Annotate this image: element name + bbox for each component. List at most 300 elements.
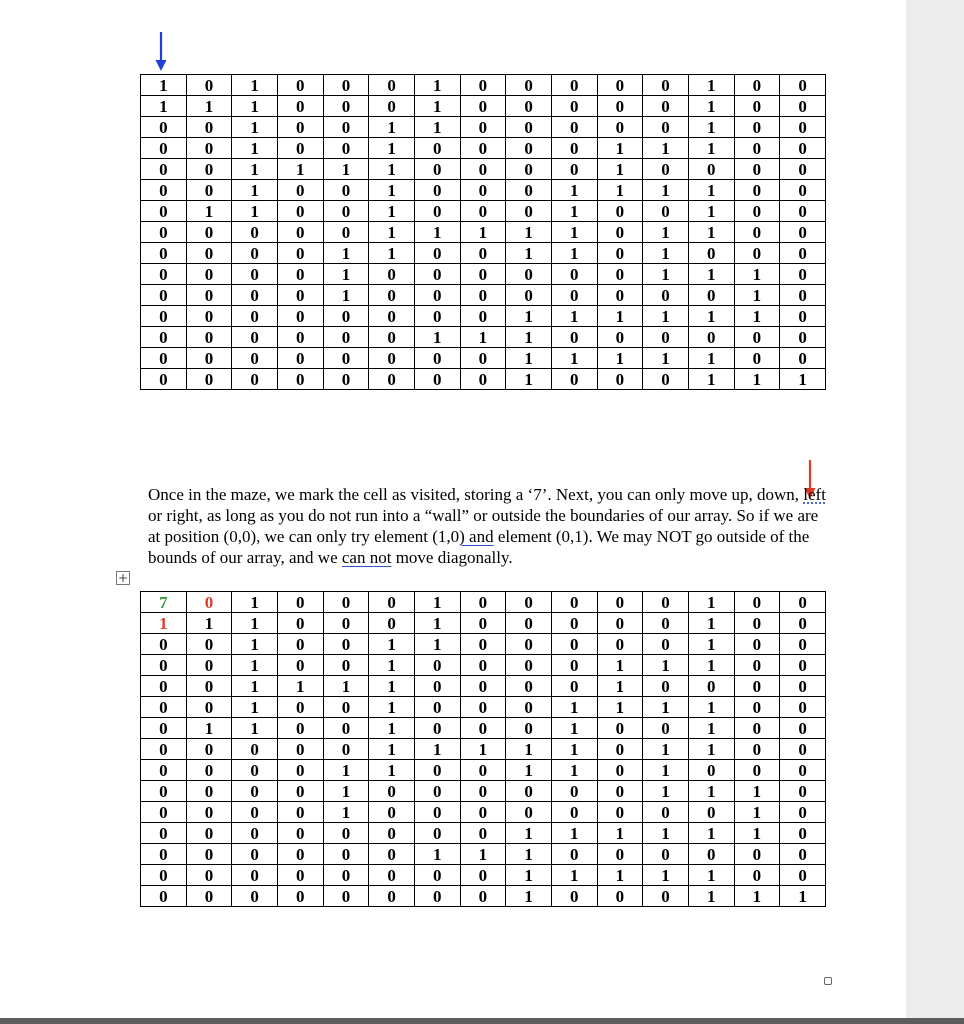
grid-cell: 1 [369, 201, 415, 222]
grid-cell: 1 [369, 117, 415, 138]
grid-cell: 1 [460, 327, 506, 348]
grid-cell: 1 [597, 655, 643, 676]
grid-cell: 0 [551, 802, 597, 823]
grid-cell: 0 [141, 634, 187, 655]
grid-cell: 0 [323, 739, 369, 760]
grid-cell: 0 [460, 886, 506, 907]
grid-row [141, 865, 826, 886]
grid-cell: 0 [506, 138, 552, 159]
grid-cell: 0 [506, 613, 552, 634]
grid-cell: 1 [734, 781, 780, 802]
grid-cell: 0 [277, 327, 323, 348]
grid-cell: 0 [643, 117, 689, 138]
grid-row [141, 655, 826, 676]
grid-cell: 0 [597, 201, 643, 222]
grid-cell: 0 [369, 802, 415, 823]
grid-cell: 0 [414, 781, 460, 802]
grid-cell: 0 [780, 823, 826, 844]
grid-cell: 1 [688, 138, 734, 159]
grid-cell: 0 [460, 96, 506, 117]
grid-cell: 1 [506, 739, 552, 760]
grid-cell: 0 [141, 886, 187, 907]
grid-cell: 0 [506, 592, 552, 613]
grid-cell: 0 [734, 159, 780, 180]
grid-cell: 0 [643, 369, 689, 390]
grid-cell: 1 [551, 201, 597, 222]
grid-cell: 0 [277, 634, 323, 655]
grid-cell: 0 [141, 844, 187, 865]
grid-cell: 1 [597, 180, 643, 201]
grid-cell: 1 [369, 138, 415, 159]
grid-cell: 0 [414, 243, 460, 264]
grid-cell: 0 [506, 697, 552, 718]
grid-cell: 0 [141, 655, 187, 676]
grid-cell: 0 [277, 348, 323, 369]
grid-cell: 0 [414, 802, 460, 823]
grid-cell: 1 [369, 159, 415, 180]
grid-cell: 0 [277, 243, 323, 264]
grid-cell: 1 [232, 592, 278, 613]
grid-cell: 0 [643, 159, 689, 180]
grid-cell: 0 [323, 75, 369, 96]
grid-cell: 1 [688, 96, 734, 117]
grid-cell: 1 [643, 865, 689, 886]
grid-cell: 1 [414, 327, 460, 348]
grid-cell: 0 [506, 676, 552, 697]
grid-cell: 0 [186, 676, 232, 697]
grid-cell: 0 [460, 306, 506, 327]
grid-cell: 0 [141, 159, 187, 180]
grid-cell: 0 [643, 844, 689, 865]
grid-cell: 1 [369, 718, 415, 739]
grid-cell: 0 [506, 718, 552, 739]
grid-cell: 0 [277, 369, 323, 390]
grid-cell: 0 [141, 802, 187, 823]
grid-cell: 0 [551, 159, 597, 180]
grid-cell: 0 [141, 781, 187, 802]
grid-cell: 1 [506, 886, 552, 907]
grid-cell: 1 [597, 348, 643, 369]
grid-cell: 0 [506, 117, 552, 138]
grid-cell: 1 [688, 201, 734, 222]
grid-cell: 0 [277, 138, 323, 159]
grid-cell: 1 [688, 886, 734, 907]
grid-cell: 1 [688, 823, 734, 844]
grid-cell: 0 [780, 201, 826, 222]
grid-row [141, 718, 826, 739]
grid-row [141, 117, 826, 138]
grid-cell: 0 [141, 180, 187, 201]
grid-cell: 0 [643, 886, 689, 907]
grid-cell: 0 [597, 592, 643, 613]
grid-cell: 1 [186, 718, 232, 739]
grid-cell: 0 [551, 264, 597, 285]
grid-cell: 0 [780, 592, 826, 613]
grid-cell: 0 [780, 117, 826, 138]
grid-cell: 0 [323, 180, 369, 201]
grid-cell: 0 [369, 823, 415, 844]
grid-cell: 0 [506, 180, 552, 201]
grid-row [141, 697, 826, 718]
grid-cell: 0 [460, 802, 506, 823]
grid-row [141, 369, 826, 390]
grid-cell: 0 [369, 327, 415, 348]
grid-cell: 0 [232, 739, 278, 760]
grid-cell: 0 [688, 802, 734, 823]
grid-cell: 0 [597, 327, 643, 348]
grid-cell: 0 [186, 222, 232, 243]
grid-cell: 0 [643, 802, 689, 823]
grid-cell: 1 [780, 886, 826, 907]
grid-cell: 1 [643, 760, 689, 781]
grid-cell: 0 [460, 676, 506, 697]
grid-cell: 0 [414, 348, 460, 369]
grid-cell: 0 [551, 634, 597, 655]
grid-cell: 1 [506, 306, 552, 327]
grid-cell: 0 [780, 697, 826, 718]
grid-cell: 0 [506, 655, 552, 676]
grid-cell: 0 [186, 348, 232, 369]
grid-cell: 0 [597, 634, 643, 655]
grid-cell: 1 [597, 676, 643, 697]
grid-cell: 1 [369, 243, 415, 264]
grid-cell: 0 [734, 718, 780, 739]
grid-cell: 1 [688, 306, 734, 327]
grid-row [141, 802, 826, 823]
grid-cell: 1 [232, 96, 278, 117]
paragraph-word-left: left [803, 485, 826, 504]
grid-cell: 0 [597, 75, 643, 96]
grid-cell: 0 [551, 613, 597, 634]
start-arrow-icon [154, 32, 168, 72]
grid-cell: 1 [277, 676, 323, 697]
grid-cell: 0 [323, 886, 369, 907]
grid-cell: 0 [780, 760, 826, 781]
window-side-pane [906, 0, 964, 1024]
grid-cell: 1 [460, 844, 506, 865]
grid-cell: 0 [780, 306, 826, 327]
grid-cell: 0 [141, 739, 187, 760]
grid-cell: 1 [643, 739, 689, 760]
grid-cell: 1 [323, 159, 369, 180]
grid-cell: 0 [551, 138, 597, 159]
grid-cell: 1 [734, 802, 780, 823]
paragraph-word-cannot: can not [341, 548, 392, 567]
grid-cell: 0 [323, 697, 369, 718]
grid-cell: 0 [460, 592, 506, 613]
grid-cell: 0 [780, 718, 826, 739]
grid-cell: 1 [688, 718, 734, 739]
grid-cell: 1 [323, 781, 369, 802]
grid-cell: 0 [186, 159, 232, 180]
grid-cell: 0 [186, 243, 232, 264]
grid-cell: 1 [551, 865, 597, 886]
grid-cell: 1 [688, 222, 734, 243]
grid-cell: 1 [597, 697, 643, 718]
grid-cell: 1 [734, 823, 780, 844]
grid-cell: 0 [780, 75, 826, 96]
grid-cell: 1 [186, 613, 232, 634]
grid-cell: 0 [688, 844, 734, 865]
grid-cell: 0 [323, 369, 369, 390]
grid-cell: 0 [506, 159, 552, 180]
grid-row [141, 739, 826, 760]
grid-cell: 0 [141, 823, 187, 844]
grid-cell: 1 [232, 159, 278, 180]
grid-cell: 0 [460, 264, 506, 285]
grid-cell: 0 [734, 180, 780, 201]
grid-cell: 1 [643, 781, 689, 802]
grid-cell: 0 [460, 285, 506, 306]
grid-row [141, 634, 826, 655]
grid-cell: 0 [369, 613, 415, 634]
grid-cell: 0 [734, 760, 780, 781]
grid-cell: 0 [643, 613, 689, 634]
grid-cell: 0 [551, 327, 597, 348]
grid-cell: 0 [643, 201, 689, 222]
grid-cell: 0 [506, 634, 552, 655]
grid-cell: 0 [551, 96, 597, 117]
grid-cell: 1 [369, 739, 415, 760]
grid-row [141, 327, 826, 348]
grid-cell: 0 [186, 739, 232, 760]
grid-cell: 0 [186, 306, 232, 327]
grid-cell: 0 [643, 634, 689, 655]
resize-handle-icon[interactable] [824, 977, 832, 985]
grid-cell: 0 [734, 96, 780, 117]
grid-cell: 0 [141, 201, 187, 222]
grid-cell: 0 [277, 306, 323, 327]
grid-cell: 0 [323, 718, 369, 739]
grid-cell: 0 [460, 75, 506, 96]
grid-cell: 1 [141, 75, 187, 96]
grid-cell: 1 [688, 634, 734, 655]
grid-cell: 1 [369, 222, 415, 243]
grid-cell: 1 [506, 348, 552, 369]
grid-cell: 0 [232, 760, 278, 781]
grid-cell: 1 [232, 180, 278, 201]
grid-cell: 0 [780, 222, 826, 243]
grid-cell: 1 [414, 592, 460, 613]
grid-cell: 0 [323, 348, 369, 369]
grid-cell: 1 [506, 844, 552, 865]
grid-cell: 0 [369, 369, 415, 390]
move-handle-icon[interactable]: + [117, 571, 129, 585]
grid-cell: 1 [597, 865, 643, 886]
grid-row [141, 676, 826, 697]
grid-cell: 0 [688, 243, 734, 264]
grid-cell: 0 [369, 264, 415, 285]
paragraph-text-2: or right, as long as you do not run into a “wall” or outside the boundaries of our array. So if we are at position (0,0), we can only try element (1,0 [148, 506, 819, 546]
grid-cell: 1 [460, 739, 506, 760]
grid-cell: 0 [551, 285, 597, 306]
grid-cell: 0 [551, 844, 597, 865]
grid-cell: 0 [369, 306, 415, 327]
grid-cell: 0 [643, 718, 689, 739]
grid-cell: 0 [734, 117, 780, 138]
grid-row [141, 75, 826, 96]
grid-cell: 0 [277, 739, 323, 760]
grid-cell: 0 [186, 138, 232, 159]
grid-cell: 0 [734, 222, 780, 243]
grid-cell: 1 [506, 243, 552, 264]
grid-cell: 0 [277, 781, 323, 802]
maze-grid-visited [140, 591, 826, 907]
grid-cell: 0 [551, 117, 597, 138]
grid-cell: 1 [734, 264, 780, 285]
grid-cell: 0 [460, 760, 506, 781]
grid-cell: 0 [780, 802, 826, 823]
grid-cell: 0 [232, 306, 278, 327]
grid-cell: 0 [232, 886, 278, 907]
grid-cell: 1 [643, 306, 689, 327]
grid-cell: 0 [780, 348, 826, 369]
grid-cell: 0 [369, 844, 415, 865]
grid-cell: 0 [551, 886, 597, 907]
grid-cell: 0 [277, 865, 323, 886]
grid-cell: 0 [232, 243, 278, 264]
grid-cell: 1 [643, 264, 689, 285]
grid-cell: 1 [323, 760, 369, 781]
paragraph-text-3: element (0,1). We may NOT go outside of the bounds of our array, and we [148, 527, 810, 567]
grid-cell: 0 [186, 180, 232, 201]
grid-cell: 0 [780, 180, 826, 201]
grid-cell: 0 [780, 613, 826, 634]
grid-cell: 0 [506, 96, 552, 117]
grid-cell: 0 [780, 739, 826, 760]
grid-cell: 1 [643, 222, 689, 243]
grid-cell: 1 [688, 697, 734, 718]
grid-cell: 0 [460, 243, 506, 264]
grid-cell: 0 [141, 138, 187, 159]
grid-cell: 0 [734, 634, 780, 655]
grid-cell: 0 [460, 865, 506, 886]
grid-cell: 0 [414, 697, 460, 718]
grid-cell: 1 [551, 180, 597, 201]
grid-row [141, 222, 826, 243]
grid-cell: 0 [232, 285, 278, 306]
grid-cell: 0 [414, 369, 460, 390]
grid-cell: 0 [414, 159, 460, 180]
grid-cell: 1 [734, 285, 780, 306]
grid-cell: 1 [688, 180, 734, 201]
grid-cell: 1 [597, 823, 643, 844]
grid-cell: 1 [688, 75, 734, 96]
grid-cell: 0 [506, 802, 552, 823]
grid-cell: 1 [369, 634, 415, 655]
grid-cell: 0 [551, 781, 597, 802]
grid-cell: 1 [323, 802, 369, 823]
grid-cell: 0 [506, 285, 552, 306]
grid-cell: 1 [232, 718, 278, 739]
grid-cell: 0 [186, 117, 232, 138]
grid-cell: 1 [551, 718, 597, 739]
grid-cell: 0 [460, 138, 506, 159]
grid-cell: 0 [186, 264, 232, 285]
grid-cell: 0 [414, 886, 460, 907]
grid-cell: 0 [323, 306, 369, 327]
grid-cell: 1 [688, 264, 734, 285]
grid-cell: 0 [369, 285, 415, 306]
grid-cell: 0 [141, 117, 187, 138]
grid-cell: 0 [323, 96, 369, 117]
grid-cell: 1 [186, 201, 232, 222]
grid-cell: 1 [551, 222, 597, 243]
grid-cell: 0 [232, 327, 278, 348]
grid-cell: 1 [232, 655, 278, 676]
grid-cell: 0 [460, 781, 506, 802]
grid-cell: 0 [460, 718, 506, 739]
grid-cell: 0 [186, 697, 232, 718]
grid-cell: 0 [780, 655, 826, 676]
grid-cell: 0 [277, 96, 323, 117]
grid-row [141, 760, 826, 781]
grid-cell: 0 [460, 655, 506, 676]
grid-cell: 0 [551, 592, 597, 613]
grid-cell: 0 [141, 697, 187, 718]
grid-cell: 1 [551, 760, 597, 781]
grid-cell: 0 [277, 285, 323, 306]
grid-cell: 0 [186, 285, 232, 306]
grid-cell: 1 [232, 117, 278, 138]
grid-cell: 0 [414, 138, 460, 159]
grid-cell: 0 [460, 117, 506, 138]
grid-cell: 0 [597, 243, 643, 264]
grid-cell: 1 [232, 634, 278, 655]
grid-cell: 0 [277, 760, 323, 781]
grid-cell: 0 [186, 781, 232, 802]
grid-cell: 0 [186, 865, 232, 886]
grid-cell: 1 [232, 676, 278, 697]
grid-cell: 1 [506, 823, 552, 844]
grid-cell: 0 [277, 201, 323, 222]
grid-cell: 0 [506, 264, 552, 285]
grid-cell: 1 [734, 369, 780, 390]
grid-cell: 0 [643, 676, 689, 697]
grid-cell: 0 [688, 285, 734, 306]
grid-cell: 0 [141, 760, 187, 781]
grid-cell: 0 [141, 285, 187, 306]
grid-row [141, 348, 826, 369]
grid-cell: 0 [734, 697, 780, 718]
grid-cell: 1 [414, 222, 460, 243]
grid-cell: 0 [688, 159, 734, 180]
grid-cell: 0 [277, 613, 323, 634]
grid-cell: 1 [506, 760, 552, 781]
maze-grid-initial [140, 74, 826, 390]
grid-cell: 1 [369, 676, 415, 697]
grid-cell: 0 [597, 781, 643, 802]
grid-cell: 0 [506, 75, 552, 96]
grid-cell: 0 [277, 180, 323, 201]
grid-cell: 0 [369, 348, 415, 369]
grid-cell: 0 [734, 592, 780, 613]
grid-cell: 0 [688, 676, 734, 697]
grid-cell: 0 [688, 760, 734, 781]
grid-cell: 0 [277, 75, 323, 96]
grid-cell: 0 [277, 823, 323, 844]
grid-cell: 0 [597, 718, 643, 739]
grid-cell: 0 [460, 697, 506, 718]
grid-cell: 7 [141, 592, 187, 613]
grid-cell: 0 [232, 844, 278, 865]
grid-cell: 0 [277, 844, 323, 865]
grid-cell: 0 [323, 592, 369, 613]
grid-cell: 1 [414, 613, 460, 634]
grid-cell: 0 [232, 865, 278, 886]
grid-cell: 0 [780, 243, 826, 264]
grid-row [141, 138, 826, 159]
